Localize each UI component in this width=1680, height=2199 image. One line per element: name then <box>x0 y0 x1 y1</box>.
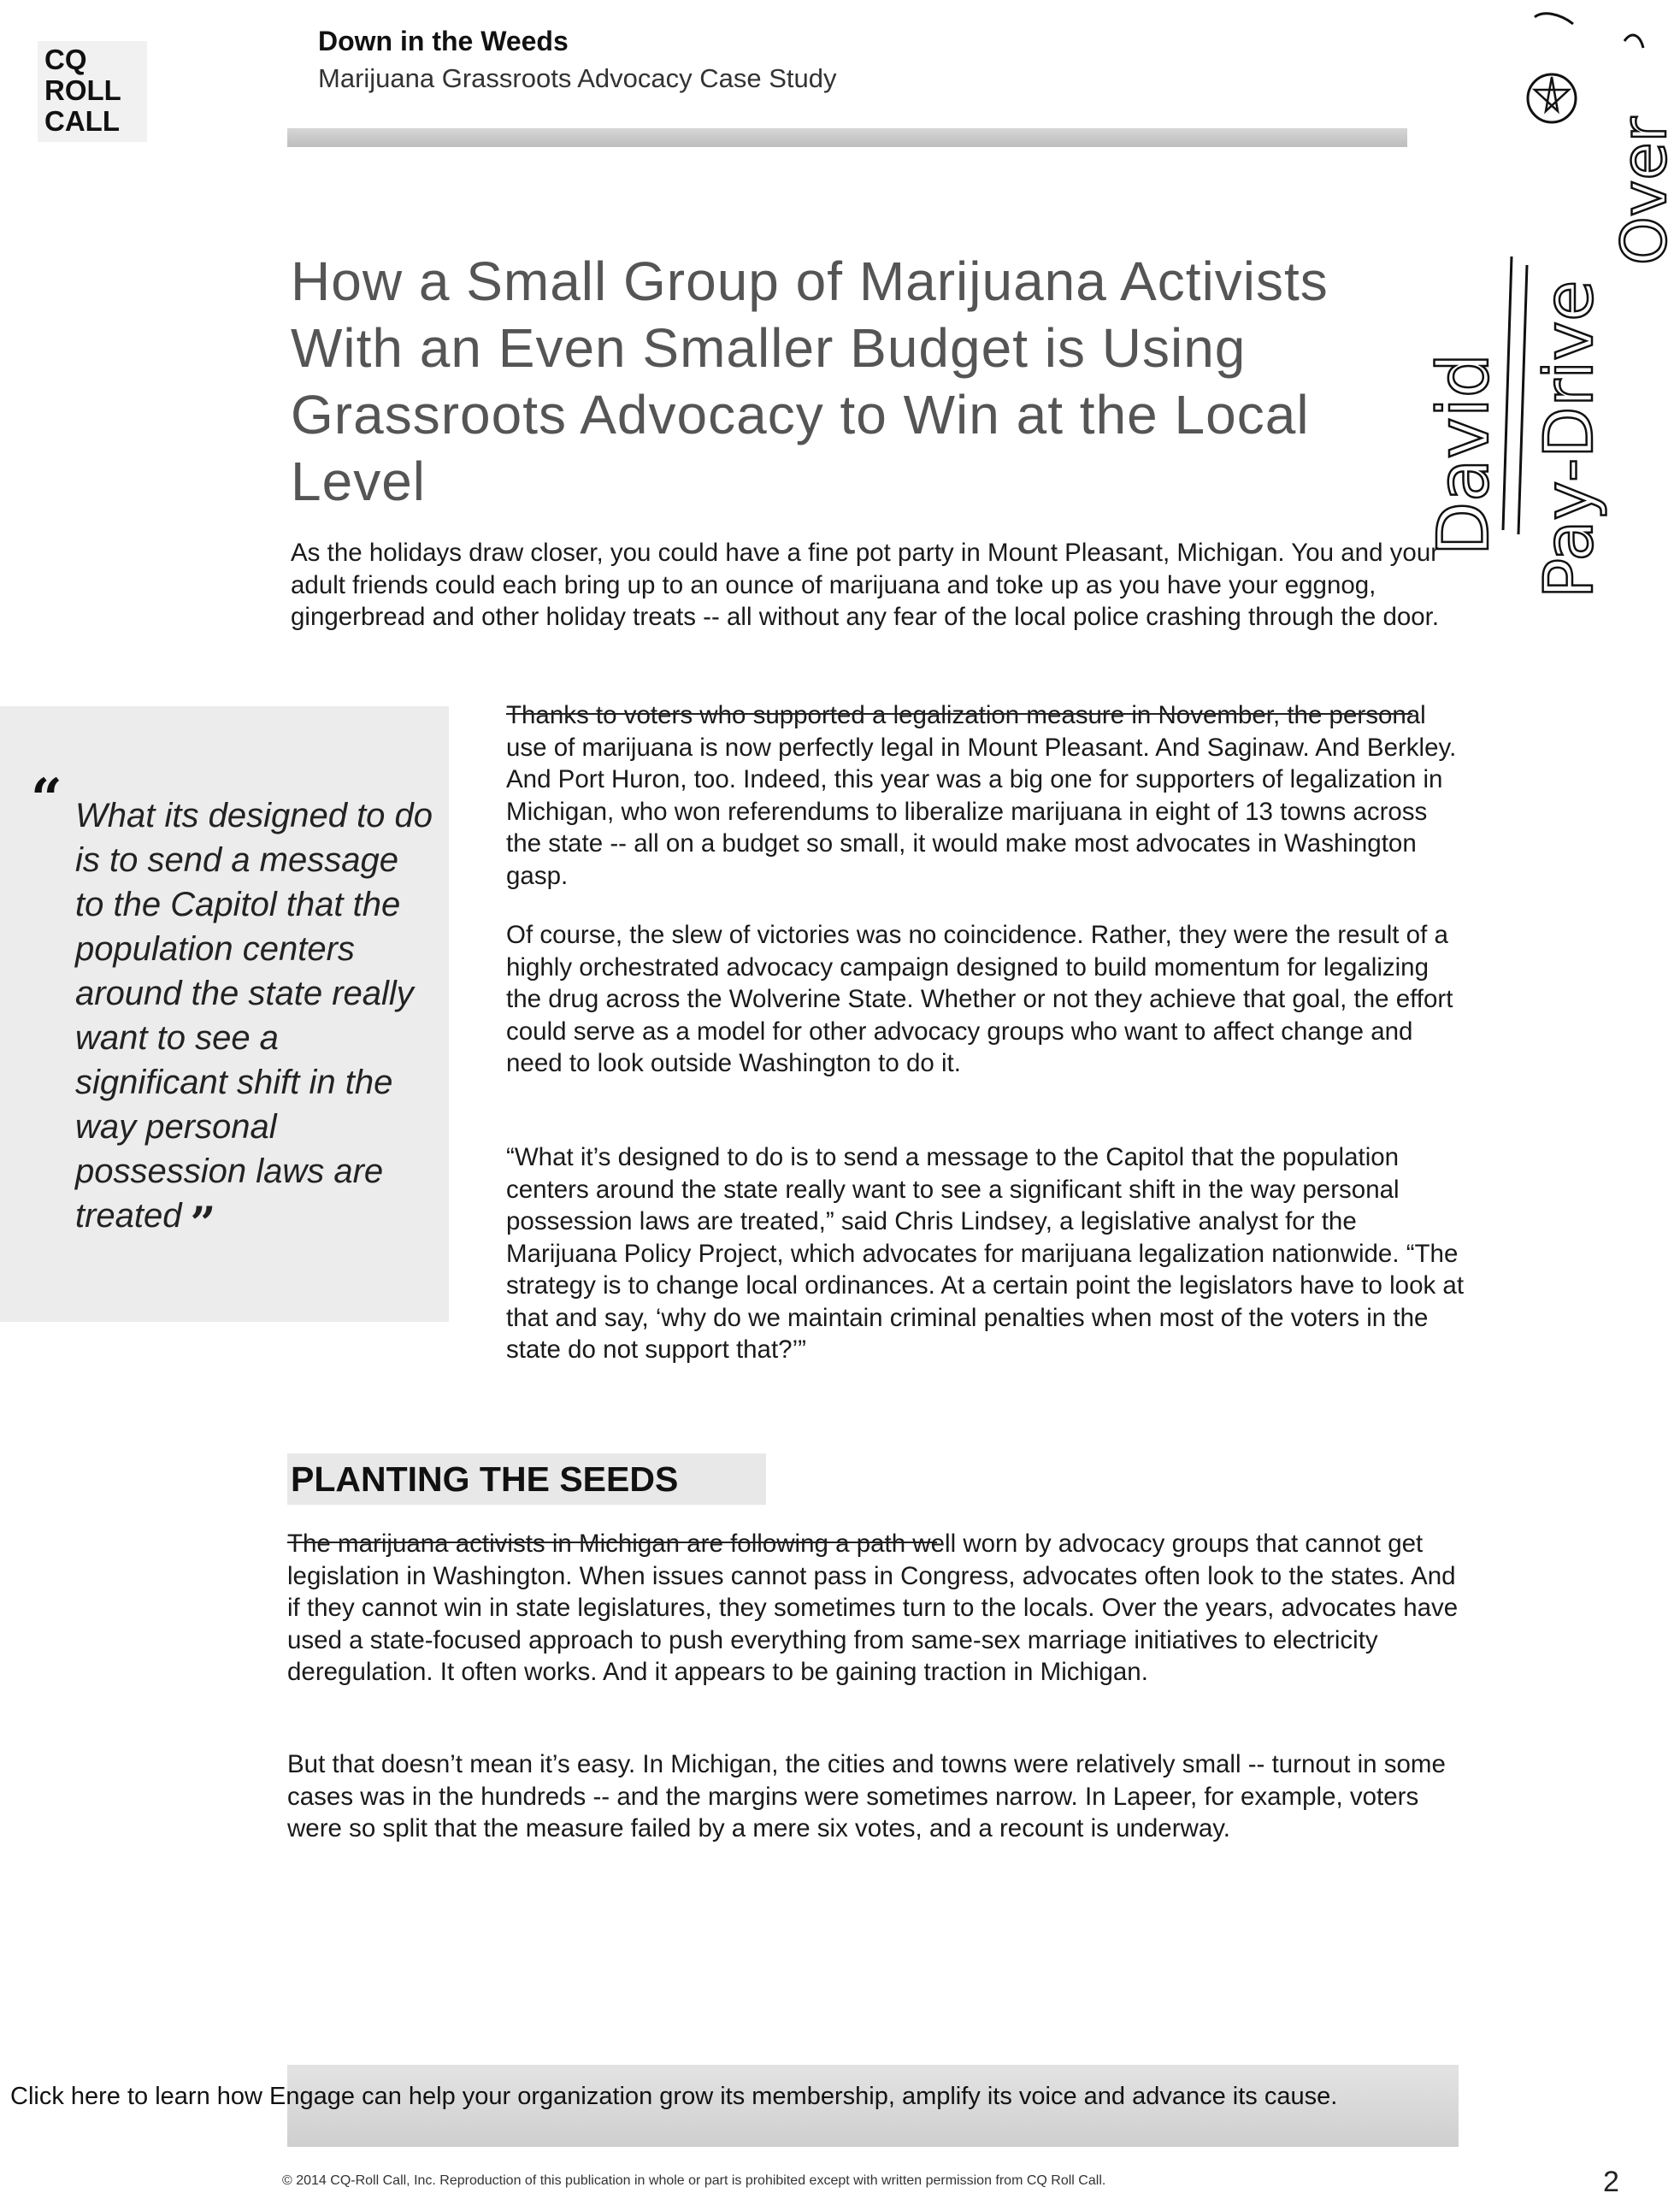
strike-line-1 <box>506 713 1412 715</box>
engage-cta-link[interactable]: Click here to learn how Engage can help your organization grow its membership, amplify its voice and advance its cause. <box>10 2083 1338 2110</box>
underline-strokes <box>1503 256 1527 534</box>
article-headline: How a Small Group of Marijuana Activists With an Even Smaller Budget is Using Grassroots Advocacy to Win at the Local Level <box>291 251 1329 512</box>
page-number: 2 <box>1603 2166 1619 2198</box>
pull-quote <box>75 793 434 1250</box>
body-paragraph-1: Thanks to voters who supported a legalization measure in November, the personal use of marijuana is now perfectly legal in Mount Pleasant. And Saginaw. And Berkley. And Port Huron, too. Indeed, this year was a big one for supporters of legalization in Michigan, who won referendums to liberalize marijuana in eight of 13 towns across the state -- all on a budget so small, it would make most advocates in Washington gasp. <box>506 701 1457 890</box>
scribble-mark-2 <box>1624 35 1643 48</box>
section-paragraph-1: The marijuana activists in Michigan are following a path well worn by advocacy groups that cannot get legislation in Washington. When issues cannot pass in Congress, advocates often look to the states. And if they cannot win in state legislatures, they sometimes turn to the locals. Over the years, advocates have used a state-focused approach to push everything from same-sex marriage initiatives to electricity deregulation. It often works. And it appears to be gaining traction in Michigan. <box>287 1530 1459 1686</box>
body-paragraph-3: “What it’s designed to do is to send a message to the Capitol that the population centers around the state really want to see a significant shift in the way personal possession laws are treated,” said Chris Lindsey, a legislative analyst for the Marijuana Policy Project, which advocates for marijuana legalization nationwide. “The strategy is to change local ordinances. At a certain point the legislators have to look at that and say, ‘why do we maintain criminal penalties when most of the voters in the state do not support that?’” <box>506 1143 1465 1364</box>
strike-line-2 <box>287 1542 937 1543</box>
close-quote-mark: ” <box>190 1198 216 1250</box>
publication-title: Down in the Weeds <box>318 26 569 56</box>
star-circle-icon <box>1528 74 1576 122</box>
publication-subtitle: Marijuana Grassroots Advocacy Case Study <box>318 63 837 93</box>
logo-line-3: CALL <box>44 105 120 137</box>
cq-roll-call-logo <box>38 41 147 142</box>
section-paragraph-2: But that doesn’t mean it’s easy. In Michigan, the cities and towns were relatively small -- turnout in some cases was in the hundreds -- and the margins were sometimes narrow. In Lapeer, for example, voters were so split that the measure failed by a mere six votes, and a recount is underway. <box>287 1750 1446 1842</box>
handwritten-annotations <box>1359 0 1680 616</box>
open-quote-mark: “ <box>31 767 62 831</box>
handwriting-over: Over <box>1608 116 1680 265</box>
scribble-mark <box>1535 14 1573 24</box>
header-divider-bar <box>287 128 1407 147</box>
section-heading: PLANTING THE SEEDS <box>287 1453 766 1505</box>
handwriting-pay-drive: Pay-Drive <box>1531 280 1608 598</box>
handwriting-david: David <box>1424 353 1505 556</box>
logo-line-2: ROLL <box>44 74 121 106</box>
copyright-footer: © 2014 CQ-Roll Call, Inc. Reproduction of this publication in whole or part is prohibited except with written permission from CQ Roll Call. <box>282 2173 1106 2188</box>
body-paragraph-2: Of course, the slew of victories was no coincidence. Rather, they were the result of a highly orchestrated advocacy campaign designed to build momentum for legalizing the drug across the Wolverine State. Whether or not they achieve that goal, the effort could serve as a model for other advocacy groups who want to affect change and need to look outside Washington to do it. <box>506 921 1453 1077</box>
pull-quote-text: What its designed to do is to send a message to the Capitol that the population centers around the state really want to see a significant shift in the way personal possession laws are treated <box>75 797 433 1235</box>
intro-paragraph: As the holidays draw closer, you could have a fine pot party in Mount Pleasant, Michigan. You and your adult friends could each bring up to an ounce of marijuana and toke up as you have your eggnog, gingerbread and other holiday treats -- all without any fear of the local police crashing through the door. <box>291 539 1440 631</box>
logo-line-1: CQ <box>44 44 87 75</box>
